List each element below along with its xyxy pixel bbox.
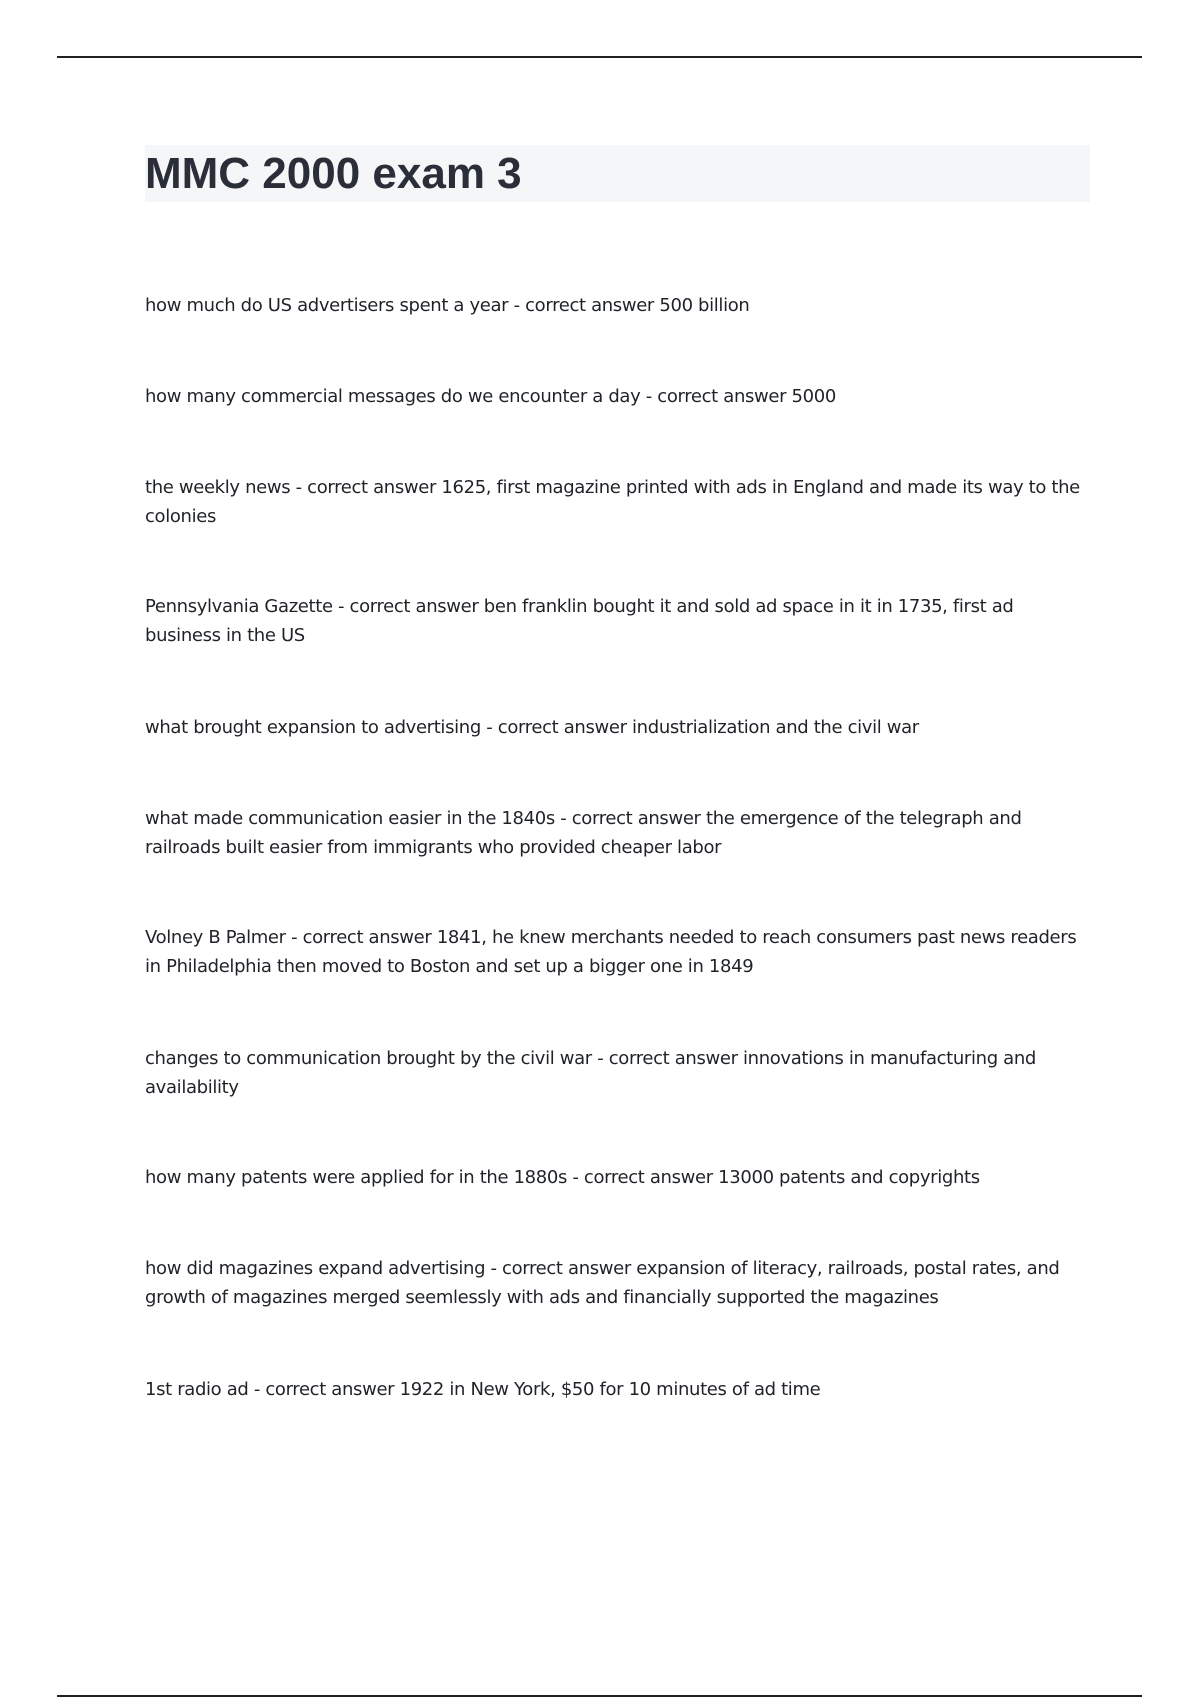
question-text: the weekly news (145, 477, 291, 498)
answer-text: 1625, first magazine printed with ads in England and made its way to the colonies (145, 477, 1080, 527)
qa-item (145, 804, 1090, 862)
answer-text: expansion of literacy, railroads, postal rates, and growth of magazines merged seemlessly with ads and financially supported the magazines (145, 1258, 1060, 1308)
question-text: 1st radio ad (145, 1379, 249, 1400)
answer-separator: - correct answer (640, 386, 792, 407)
question-text: changes to communication brought by the civil war (145, 1048, 592, 1069)
answer-text: 13000 patents and copyrights (718, 1167, 980, 1188)
answer-text: innovations in manufacturing and availability (145, 1048, 1036, 1098)
qa-item (145, 382, 1090, 411)
qa-item (145, 1254, 1090, 1312)
answer-separator: - correct answer (480, 717, 633, 738)
question-text: what brought expansion to advertising (145, 717, 481, 738)
answer-separator: - correct answer (554, 808, 706, 829)
answer-text: 1841, he knew merchants needed to reach consumers past news readers in Philadelphia then moved to Boston and set up a bigger one in 1849 (145, 927, 1077, 977)
question-text: how many patents were applied for in the 1880s (145, 1167, 568, 1188)
answer-separator: - correct answer (332, 596, 484, 617)
bottom-rule (57, 1695, 1142, 1697)
answer-separator: - correct answer (591, 1048, 743, 1069)
qa-item (145, 713, 1090, 742)
question-text: how much do US advertisers spent a year (145, 295, 509, 316)
answer-text: 5000 (791, 386, 836, 407)
question-text: how many commercial messages do we encounter a day (145, 386, 641, 407)
question-text: Pennsylvania Gazette (145, 596, 333, 617)
qa-item (145, 1375, 1090, 1404)
qa-item (145, 592, 1090, 650)
qa-item (145, 1044, 1090, 1102)
qa-item (145, 291, 1090, 320)
top-rule (57, 56, 1142, 58)
answer-text: the emergence of the telegraph and railroads built easier from immigrants who provided cheaper labor (145, 808, 1022, 858)
answer-separator: - correct answer (285, 927, 437, 948)
document-title: MMC 2000 exam 3 (145, 149, 522, 198)
answer-text: ben franklin bought it and sold ad space in it in 1735, first ad business in the US (145, 596, 1014, 646)
answer-separator: - correct answer (248, 1379, 400, 1400)
answer-text: 500 billion (659, 295, 750, 316)
question-text: what made communication easier in the 1840s (145, 808, 555, 829)
question-text: how did magazines expand advertising (145, 1258, 486, 1279)
qa-item (145, 1163, 1090, 1192)
answer-separator: - correct answer (567, 1167, 719, 1188)
qa-item (145, 923, 1090, 981)
answer-text: 1922 in New York, $50 for 10 minutes of ad time (399, 1379, 821, 1400)
question-text: Volney B Palmer (145, 927, 286, 948)
answer-separator: - correct answer (508, 295, 660, 316)
qa-item (145, 473, 1090, 531)
answer-text: industrialization and the civil war (632, 717, 919, 738)
answer-separator: - correct answer (485, 1258, 637, 1279)
answer-separator: - correct answer (290, 477, 442, 498)
